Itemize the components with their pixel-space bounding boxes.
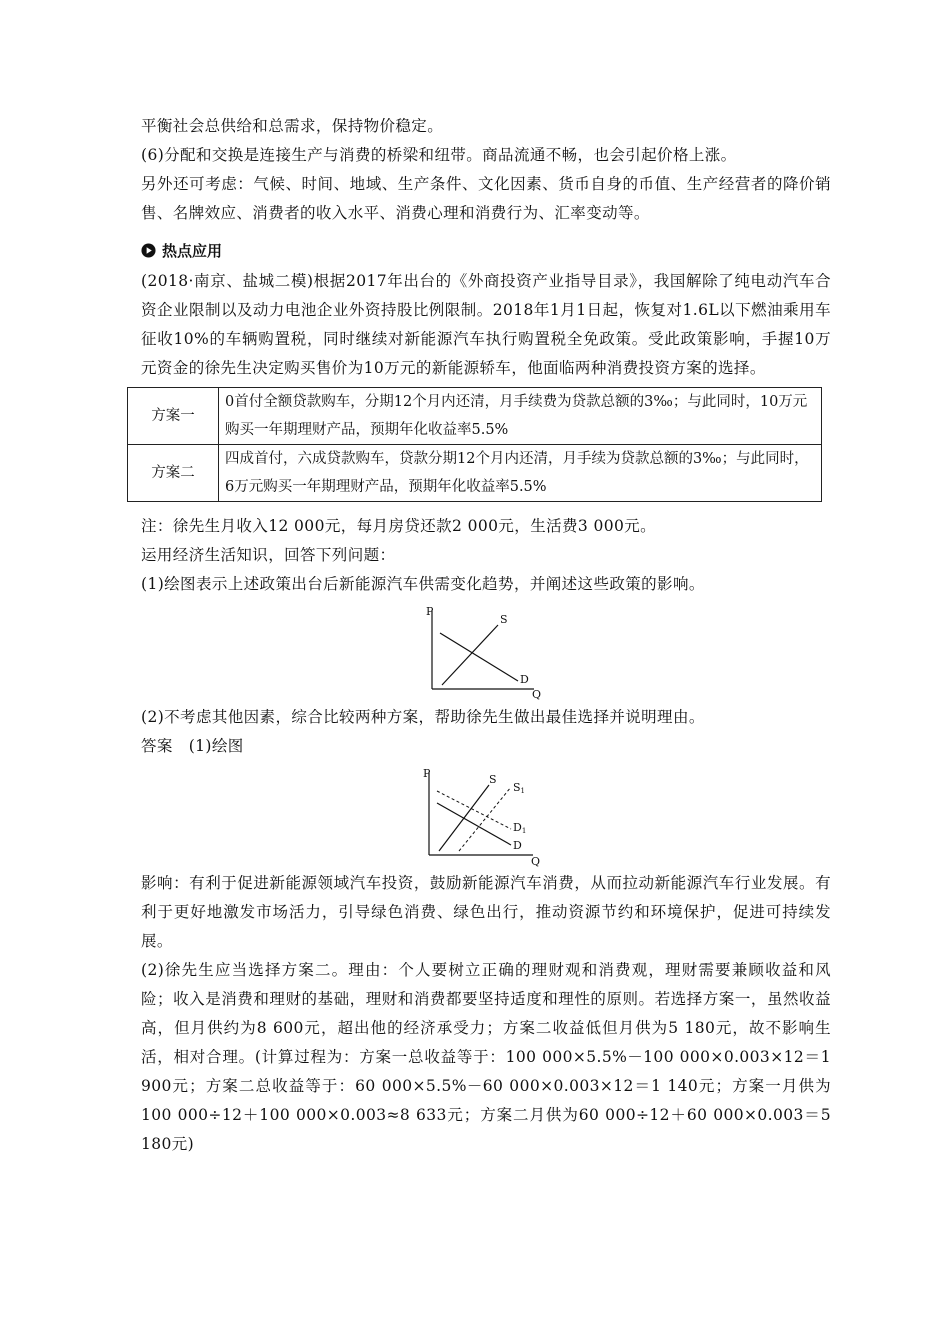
demand-label: D — [513, 839, 522, 852]
demand-label: D — [520, 673, 529, 686]
demand-shifted-label: D1 — [513, 821, 527, 835]
section-header — [141, 240, 831, 261]
supply-demand-graph — [426, 605, 546, 701]
supply-demand-shift-graph — [423, 767, 549, 867]
figure-supply-demand — [141, 605, 831, 701]
supply-shifted-label: S1 — [513, 781, 526, 795]
axis-label-p: P — [423, 767, 431, 780]
supply-curve-shifted — [459, 787, 511, 851]
supply-label: S — [489, 773, 497, 786]
plan-label: 方案一 — [128, 388, 219, 445]
table-row — [128, 445, 822, 502]
paragraph-price-stability: 平衡社会总供给和总需求，保持物价稳定。 — [141, 117, 444, 135]
paragraph-other-factors: 另外还可考虑：气候、时间、地域、生产条件、文化因素、货币自身的币值、生产经营者的降价销售、名牌效应、消费者的收入水平、消费心理和消费行为、汇率变动等。 — [141, 175, 831, 222]
play-circle-icon — [141, 243, 156, 258]
question-intro: (2018·南京、盐城二模)根据2017年出台的《外商投资产业指导目录》，我国解除了纯电动汽车合资企业限制以及动力电池企业外资持股比例限制。2018年1月1日起，恢复对1.6L以下燃油乘用车征收10%的车辆购置税，同时继续对新能源汽车执行购置税全免政策。受此政策影响，手握10万元资金的徐先生决定购买售价为10万元的新能源轿车，他面临两种消费投资方案的选择。 — [141, 272, 831, 377]
document-page — [141, 112, 831, 1159]
figure-supply-demand-shift — [141, 767, 831, 867]
section-title: 热点应用 — [162, 242, 223, 260]
demand-curve-shifted — [437, 791, 511, 829]
question-1: (1)绘图表示上述政策出台后新能源汽车供需变化趋势，并阐述这些政策的影响。 — [141, 575, 705, 593]
plan-description: 四成首付，六成贷款购车，贷款分期12个月内还清，月手续为贷款总额的3‰；与此同时，6万元购买一年期理财产品，预期年化收益率5.5% — [219, 445, 822, 502]
plan-description: 0首付全额贷款购车，分期12个月内还清，月手续费为贷款总额的3‰；与此同时，10万元购买一年期理财产品，预期年化收益率5.5% — [219, 388, 822, 445]
answer-influence: 影响：有利于促进新能源领域汽车投资，鼓励新能源汽车消费，从而拉动新能源汽车行业发展。有利于更好地激发市场活力，引导绿色消费、绿色出行，推动资源节约和环境保护，促进可持续发展。 — [141, 874, 831, 950]
question-2: (2)不考虑其他因素，综合比较两种方案，帮助徐先生做出最佳选择并说明理由。 — [141, 708, 705, 726]
table-row — [128, 388, 822, 445]
supply-curve — [442, 625, 498, 685]
axis-label-p: P — [426, 605, 434, 618]
note: 注：徐先生月收入12 000元，每月房贷还款2 000元，生活费3 000元。 — [141, 517, 657, 535]
supply-label: S — [500, 613, 508, 626]
paragraph-distribution-exchange: (6)分配和交换是连接生产与消费的桥梁和纽带。商品流通不畅，也会引起价格上涨。 — [141, 146, 737, 164]
answer-2: (2)徐先生应当选择方案二。理由：个人要树立正确的理财观和消费观，理财需要兼顾收益和风险；收入是消费和理财的基础，理财和消费都要坚持适度和理性的原则。若选择方案一，虽然收益高，但月供约为8 600元，超出他的经济承受力；方案二收益低但月供为5 180元，故不影响生活，相对合理。(计算过程为：方案一总收益等于：100 000×5.5%－100 000×0.003×12＝1 900元；方案二总收益等于：60 000×5.5%－60 000×0.003×12＝1 140元；方案一月供为100 000÷12＋100 000×0.003≈8 633元；方案二月供为60 000÷12＋60 000×0.003＝5 180元) — [141, 961, 831, 1153]
plan-label: 方案二 — [128, 445, 219, 502]
axis-label-q: Q — [532, 688, 542, 701]
axis-label-q: Q — [531, 855, 541, 867]
answer-label: 答案 (1)绘图 — [141, 737, 244, 755]
plan-table — [127, 387, 822, 502]
instruction: 运用经济生活知识，回答下列问题： — [141, 546, 396, 564]
